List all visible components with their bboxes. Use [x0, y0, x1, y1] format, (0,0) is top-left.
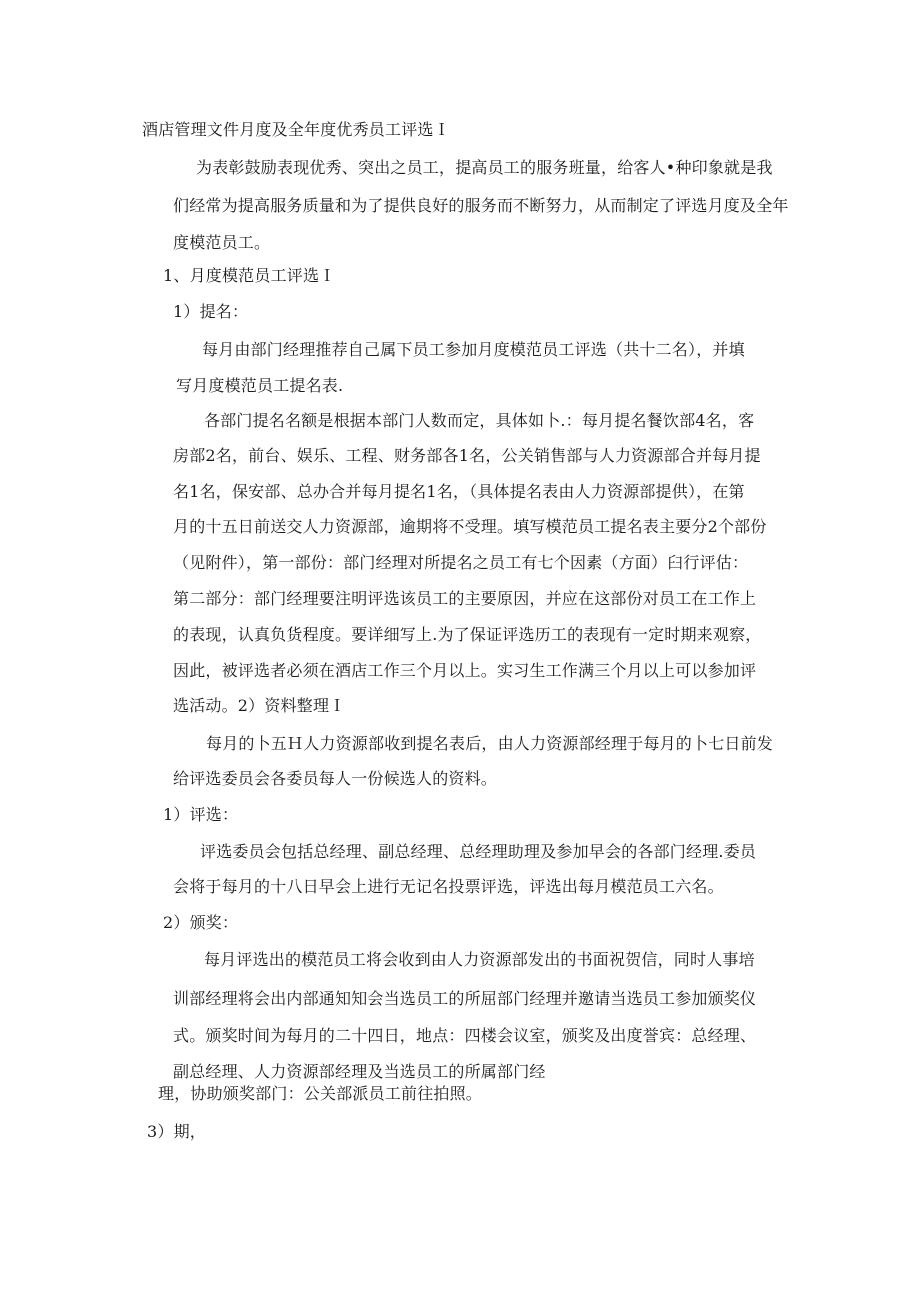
selection-line-1: 评选委员会包括总经理、副总经理、总经理助理及参加早会的各部门经理.委员 — [200, 842, 757, 861]
selection-heading: 1）评选： — [163, 805, 239, 824]
nomination-para2-line-8: 因此，被评选者必须在酒店工作三个月以上。实习生工作满三个月以上可以参加评 — [173, 661, 757, 680]
document-title: 酒店管理文件月度及全年度优秀员工评选Ｉ — [142, 120, 450, 139]
award-line-4: 副总经理、人力资源部经理及当选员工的所属部门经 — [173, 1062, 546, 1081]
award-line-1: 每月评选出的模范员工将会收到由人力资源部发出的书面祝贺信，同时人事培 — [204, 950, 755, 969]
award-heading: 2）颁奖： — [163, 913, 239, 932]
selection-line-2: 会将于每月的十八日早会上进行无记名投票评选，评选出每月模范员工六名。 — [173, 877, 724, 896]
section-1-heading: 1、月度模范员工评选Ｉ — [163, 266, 336, 285]
intro-line-2: 们经常为提高服务质量和为了提供良好的服务而不断努力，从而制定了评选月度及全年 — [173, 196, 789, 215]
nomination-para2-line-5: （见附件），第一部份：部门经理对所提名之员工有七个因素（方面）臼行评估： — [173, 553, 749, 572]
nomination-para2-line-9: 选活动。2）资料整理Ｉ — [173, 696, 346, 715]
nomination-para1-line-1: 每月由部门经理推荐自己属下员工参加月度模范员工评选（共十二名），并填 — [202, 340, 745, 359]
nomination-para1-line-2: 写月度模范员工提名表. — [176, 376, 344, 395]
period-heading: 3）期， — [147, 1122, 206, 1141]
nomination-para2-line-1: 各部门提名名额是根据本部门人数而定，具体如卜.：每月提名餐饮部4名，客 — [204, 411, 755, 430]
nomination-para2-line-2: 房部2名，前台、娱乐、工程、财务部各1名，公关销售部与人力资源部合并每月提 — [173, 446, 761, 465]
nomination-para2-line-3: 名1名，保安部、总办合并每月提名1名，（具体提名表由人力资源部提供），在第 — [173, 482, 745, 501]
nomination-para2-line-4: 月的十五日前送交人力资源部，逾期将不受理。填写模范员工提名表主要分2个部份 — [173, 517, 767, 536]
nomination-para3-line-2: 给评选委员会各委员每人一份候选人的资料。 — [173, 769, 498, 788]
award-line-5: 理，协助颁奖部门：公关部派员工前往拍照。 — [158, 1084, 483, 1103]
award-line-2: 训部经理将会出内部通知知会当选员工的所屈部门经理并邀请当选员工参加颁奖仪 — [173, 989, 757, 1008]
nomination-para3-line-1: 每月的卜五Ｈ人力资源部收到提名表后，由人力资源部经理于每月的卜七日前发 — [206, 734, 774, 753]
intro-line-1: 为表彰鼓励表现优秀、突出之员工，提高员工的服务班量，给客人•种印象就是我 — [196, 158, 773, 177]
nomination-para2-line-7: 的表现，认真负货程度。要详细写上.为了保证评选历工的表现有一定时期来观察， — [173, 625, 762, 644]
nomination-heading: 1）提名： — [173, 302, 249, 321]
award-line-3: 式。颁奖时间为每月的二十四日，地点：四楼会议室，颁奖及出度誉宾：总经理、 — [173, 1026, 757, 1045]
intro-line-3: 度模范员工。 — [173, 233, 271, 252]
nomination-para2-line-6: 第二部分：部门经理要注明评选该员工的主要原因，并应在这部份对员工在工作上 — [173, 589, 757, 608]
